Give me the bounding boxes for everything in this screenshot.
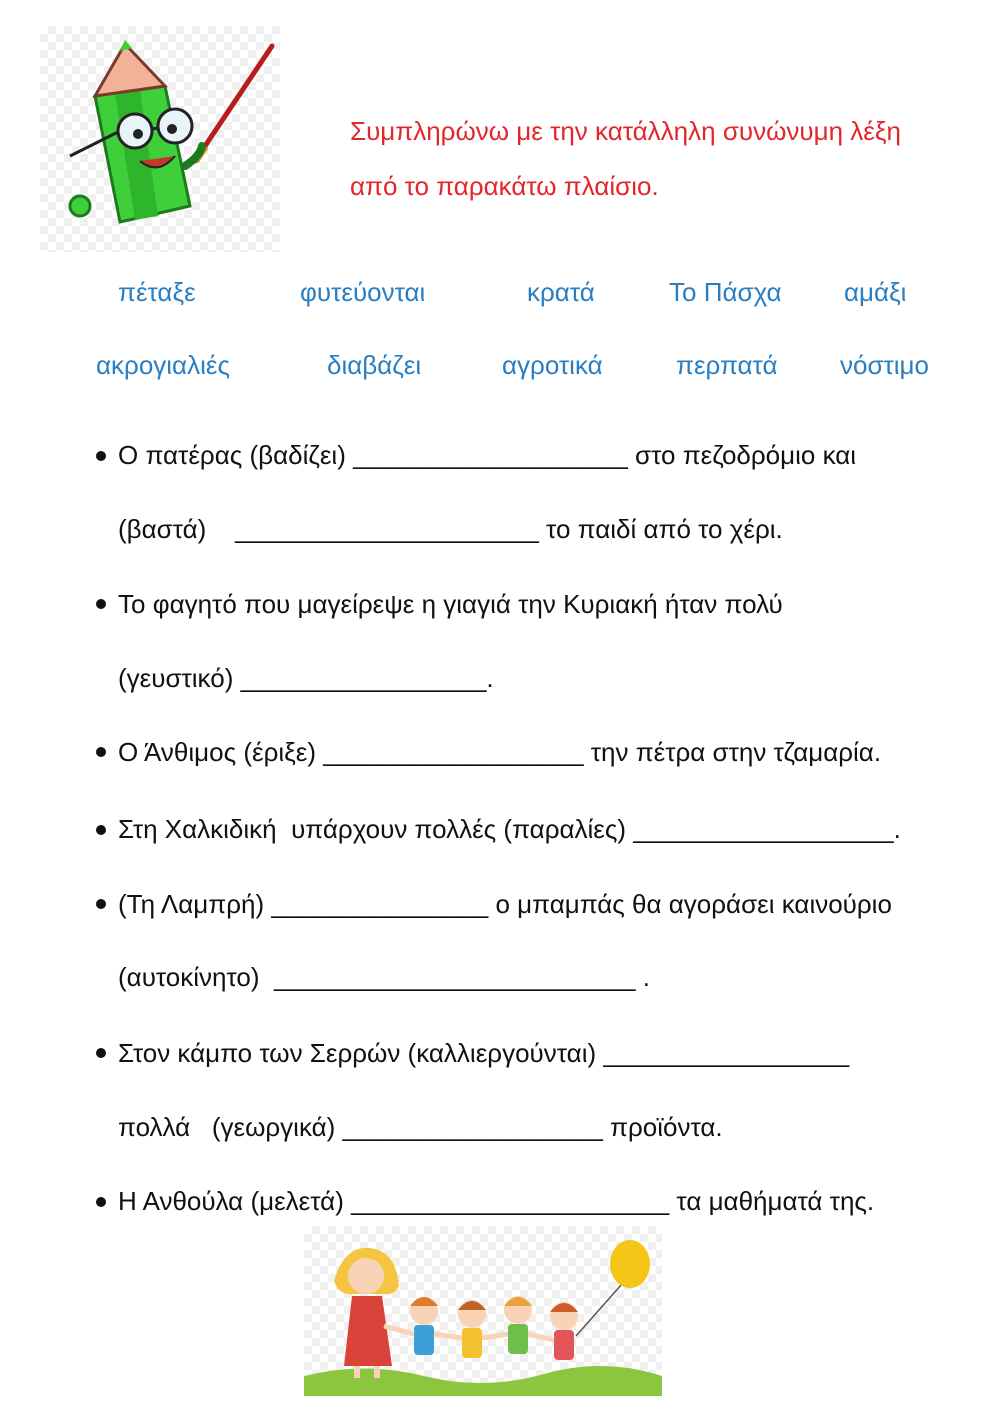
- bullet-icon: [96, 1048, 106, 1058]
- bullet-icon: [96, 747, 106, 757]
- teacher-kids-illustration: [304, 1226, 662, 1396]
- word-bank-item: ακρογιαλιές: [96, 350, 230, 380]
- pencil-character-icon: [40, 26, 280, 252]
- bullet-icon: [96, 1197, 106, 1207]
- word-bank-item: περπατά: [676, 350, 778, 380]
- word-bank-item: Το Πάσχα: [669, 277, 782, 307]
- bullet-icon: [96, 899, 106, 909]
- word-bank-item: κρατά: [527, 277, 595, 307]
- word-bank-item: διαβάζει: [327, 350, 422, 380]
- teacher-with-children-icon: [304, 1226, 662, 1396]
- exercise-line: Η Ανθούλα (μελετά) ______________________ τα μαθήματά της.: [118, 1186, 875, 1216]
- word-bank-item: φυτεύονται: [300, 277, 426, 307]
- exercise-line: Ο πατέρας (βαδίζει) ___________________ στο πεζοδρόμιο και: [118, 440, 857, 470]
- word-bank-item: πέταξε: [118, 277, 196, 307]
- exercise-line: πολλά (γεωργικά) __________________ προϊόντα.: [118, 1112, 723, 1142]
- bullet-icon: [96, 451, 106, 461]
- exercise-line: (αυτοκίνητο) _________________________ .: [118, 962, 650, 992]
- word-bank-item: νόστιμο: [840, 350, 929, 380]
- exercise-line: (βαστά) _____________________ το παιδί από το χέρι.: [118, 514, 783, 544]
- word-bank-item: αμάξι: [844, 277, 907, 307]
- instruction-line-1: Συμπληρώνω με την κατάλληλη συνώνυμη λέξη: [350, 116, 901, 146]
- exercise-line: Το φαγητό που μαγείρεψε η γιαγιά την Κυριακή ήταν πολύ: [118, 589, 783, 619]
- bullet-icon: [96, 599, 106, 609]
- exercise-line: Ο Άνθιμος (έριξε) __________________ την πέτρα στην τζαμαρία.: [118, 737, 882, 767]
- bullet-icon: [96, 825, 106, 835]
- exercise-line: (Τη Λαμπρή) _______________ ο μπαμπάς θα αγοράσει καινούριο: [118, 889, 892, 919]
- exercise-line: (γευστικό) _________________.: [118, 663, 494, 693]
- instruction-line-2: από το παρακάτω πλαίσιο.: [350, 171, 659, 201]
- exercise-line: Στη Χαλκιδική υπάρχουν πολλές (παραλίες) __________________.: [118, 814, 901, 844]
- exercise-line: Στον κάμπο των Σερρών (καλλιεργούνται) _________________: [118, 1038, 850, 1068]
- word-bank-item: αγροτικά: [502, 350, 603, 380]
- pencil-teacher-illustration: [40, 26, 280, 252]
